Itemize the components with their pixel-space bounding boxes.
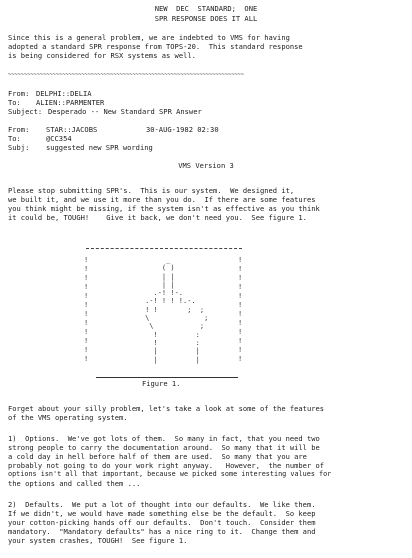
msg1-subject: Desperado -- New Standard SPR Answer [48,107,202,116]
figure-caption: Figure 1. [142,379,181,388]
msg1-from: DELPHI::DELIA [36,89,92,98]
para3-line-3: a cold day in hell before half of them are used. So many that you are [8,452,307,461]
para1-line-2: we built it, and we use it more than you do. If there are some features [8,195,316,204]
tilde-separator: ~~~~~~~~~~~~~~~~~~~~~~~~~~~~~~~~~~~~~~~~~~~~~~~~~~~~~~~~~~~~~~~~~~~~~~~~~~ [8,72,244,78]
figure-top-border [86,248,242,249]
figure-left-border: ! ! ! ! ! ! ! ! ! ! ! ! [84,256,89,363]
msg2-to: @CC354 [46,134,72,143]
msg1-to-label: To: [8,98,21,107]
intro-line-3: is being considered for RSX systems as well. [8,51,196,60]
version-heading: VMS Version 3 [178,161,234,170]
para3-line-6: the options and called them ... [8,479,141,488]
document-title: NEW DEC STANDARD; ONE [154,4,258,13]
para3-line-4: probably not going to do your work right anyway. However, the number of [8,461,325,470]
msg2-date: 30-AUG-1982 02:30 [146,125,219,134]
para2-line-2: of the VMS operating system. [8,413,128,422]
para2-line-1: Forget about your silly problem, let's take a look at some of the features [8,404,325,413]
para4-line-1: 2) Defaults. We put a lot of thought into our defaults. We like them. [8,500,316,509]
msg2-from-label: From: [8,125,30,134]
para4-line-3: your cotton-picking hands off our defaults. Don't touch. Consider them [8,518,316,527]
para3-line-5: options isn't all that important, because we picked some interesting values for [8,470,332,478]
msg1-to: ALIEN::PARMENTER [36,98,105,107]
msg2-to-label: To: [8,134,21,143]
msg2-subj: suggested new SPR wording [46,143,153,152]
msg1-subject-label: Subject: [8,107,43,116]
msg2-subj-label: Subj: [8,143,30,152]
para4-line-2: If we didn't, we would have made something else be the default. So keep [8,509,316,518]
intro-line-1: Since this is a general problem, we are indebted to VMS for having [8,33,290,42]
para3-line-2: strong people to carry the documentation around. So many that it will be [8,443,320,452]
intro-line-2: adopted a standard SPR response from TOPS-20. This standard response [8,42,303,51]
document-subtitle: SPR RESPONSE DOES IT ALL [154,14,258,23]
figure-right-border: ! ! ! ! ! ! ! ! ! ! ! ! [238,256,243,363]
figure-bottom-rule [96,377,238,378]
para1-line-4: it could be, TOUGH! Give it back, we don't need you. See figure 1. [8,213,307,222]
figure-1-box [86,248,242,373]
para4-line-4: mandatory. "Mandatory defaults" has a nice ring to it. Change them and [8,527,316,536]
msg2-from: STAR::JACOBS [46,125,98,134]
para4-line-5: your system crashes, TOUGH! See figure 1. [8,536,188,545]
para1-line-1: Please stop submitting SPR's. This is our system. We designed it, [8,186,295,195]
para1-line-3: you think might be missing, if the system isn't as effective as you think [8,204,320,213]
para3-line-1: 1) Options. We've got lots of them. So many in fact, that you need two [8,434,320,443]
hand-gesture-art: _ ( ) | | | | .-! !-. .-! ! ! !.-. ! ! ; ; \ ; \ ; ! : ! : | | | | [124,256,209,364]
msg1-from-label: From: [8,89,30,98]
